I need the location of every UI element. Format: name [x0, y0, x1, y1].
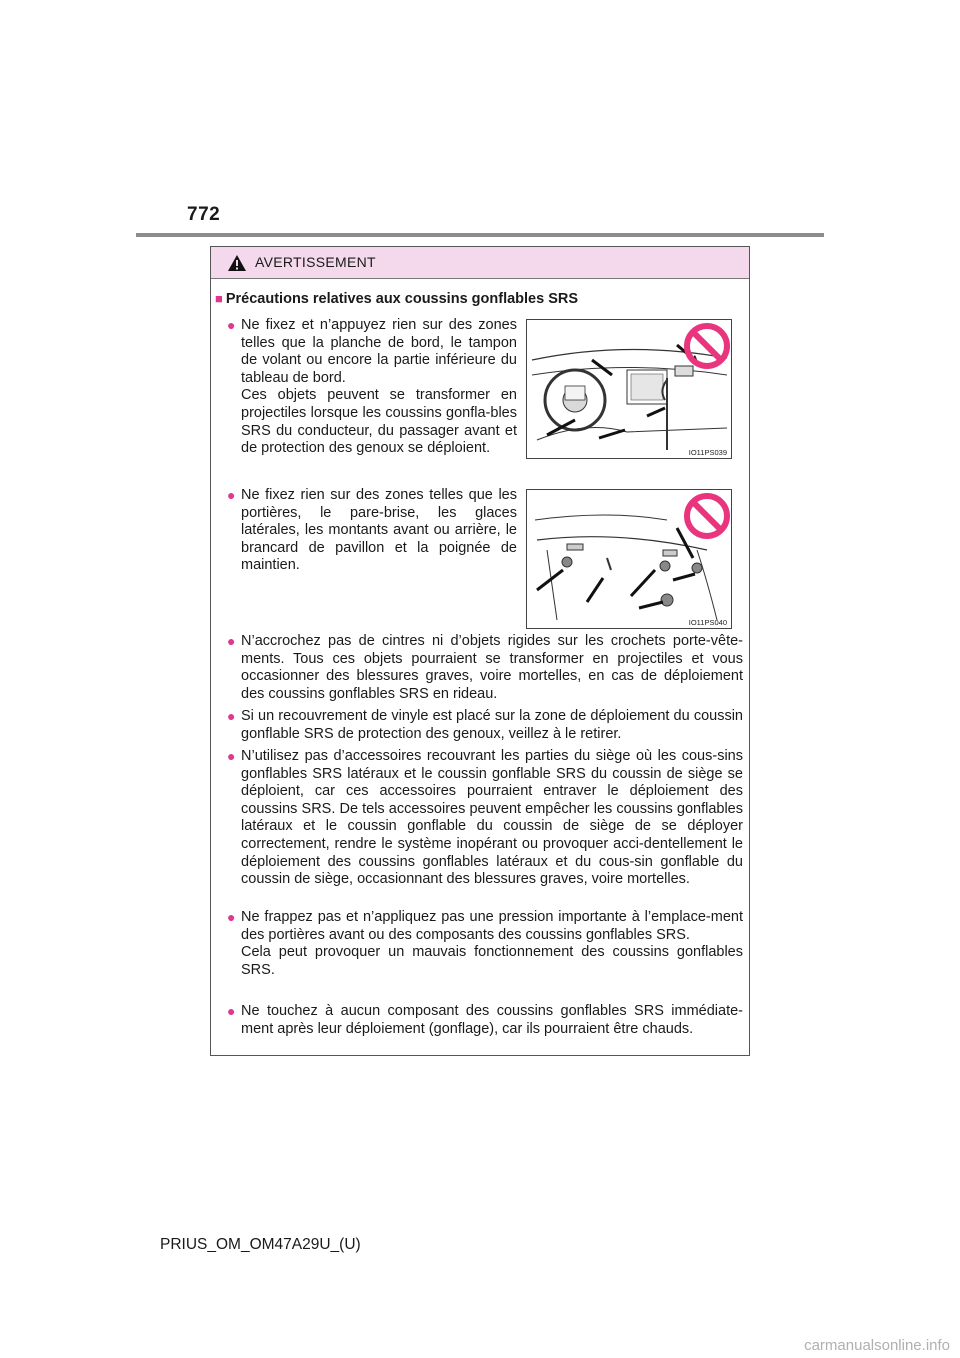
bullet-dot-icon: ●: [227, 487, 236, 503]
bullet-item: [227, 1003, 743, 1038]
warning-header: [211, 247, 749, 279]
bullet-text: N’utilisez pas d’accessoires recouvrant les parties du siège où les cous-sins gonflables SRS latéraux et le coussin gonflable SRS du coussin de siège se déploient, car ces accessoires pourraient entraver le déploiement des coussins SRS. De tels accessoires peuvent empêcher les coussins gonflables latéraux et le coussin gonflable du coussin de siège de se déployer correctement, rendre le système inopérant ou provoquer acci-dentellement le déploiement des coussins gonflables latéraux et du cous-sin gonflable du coussin de siège, occasionnant des blessures graves, voire mortelles.: [241, 748, 743, 888]
bullet-dot-icon: ●: [227, 909, 236, 925]
bullet-text: Ne touchez à aucun composant des coussins gonflables SRS immédiate-ment après leur déploiement (gonflage), car ils pourraient être chauds.: [241, 1003, 743, 1037]
bullet-text: Si un recouvrement de vinyle est placé sur la zone de déploiement du coussin gonflable SRS de protection des genoux, veillez à le retirer.: [241, 708, 743, 742]
bullet-item: [227, 708, 743, 743]
bullet-text: Ne fixez et n’appuyez rien sur des zones telles que la planche de bord, le tampon de volant ou encore la partie inférieure du tableau de bord. Ces objets peuvent se transformer en projectiles lorsque les coussins gonfla-bles SRS du conducteur, du passager avant et de protection des genoux se déploient.: [241, 317, 517, 457]
prohibition-icon: [687, 496, 727, 536]
page-number: 772: [187, 204, 221, 225]
figure-caption: IO11PS039: [688, 448, 727, 457]
warning-box: [210, 246, 750, 1056]
prohibition-icon: [687, 326, 727, 366]
header-rule: [136, 233, 824, 237]
bullet-item: [227, 317, 517, 458]
bullet-item: [227, 633, 743, 703]
warning-triangle-icon: [227, 254, 247, 272]
warning-title: AVERTISSEMENT: [255, 254, 376, 270]
watermark: carmanualsonline.info: [804, 1337, 950, 1354]
cabin-illustration: [527, 490, 731, 628]
bullet-dot-icon: ●: [227, 633, 236, 649]
bullet-dot-icon: ●: [227, 748, 236, 764]
figure-caption: IO11PS040: [688, 618, 727, 627]
bullet-text: Ne fixez rien sur des zones telles que les portières, le pare-brise, les glaces latérales, les montants avant ou arrière, le brancard de pavillon et la poignée de maintien.: [241, 487, 517, 574]
bullet-dot-icon: ●: [227, 317, 236, 333]
bullet-text: Ne frappez pas et n’appliquez pas une pression importante à l’emplace-ment des portières avant ou des composants des coussins gonflables SRS. Cela peut provoquer un mauvais fonctionnement des coussins gonflables SRS.: [241, 909, 743, 978]
bullet-item: [227, 909, 743, 979]
section-heading: [215, 291, 578, 307]
dashboard-illustration: [527, 320, 731, 458]
square-bullet-icon: ■: [215, 291, 223, 306]
bullet-item: [227, 748, 743, 889]
bullet-dot-icon: ●: [227, 708, 236, 724]
figure-cabin: [526, 489, 732, 629]
section-title: Précautions relatives aux coussins gonflables SRS: [225, 291, 579, 307]
bullet-dot-icon: ●: [227, 1003, 236, 1019]
document-code: PRIUS_OM_OM47A29U_(U): [160, 1236, 361, 1253]
bullet-text: N’accrochez pas de cintres ni d’objets rigides sur les crochets porte-vête-ments. Tous ces objets pourraient se transformer en projectiles et vous occasionner des blessures graves, voire mortelles, en cas de déploiement des coussins gonflables SRS en rideau.: [241, 633, 743, 702]
bullet-item: [227, 487, 517, 575]
figure-dashboard: [526, 319, 732, 459]
